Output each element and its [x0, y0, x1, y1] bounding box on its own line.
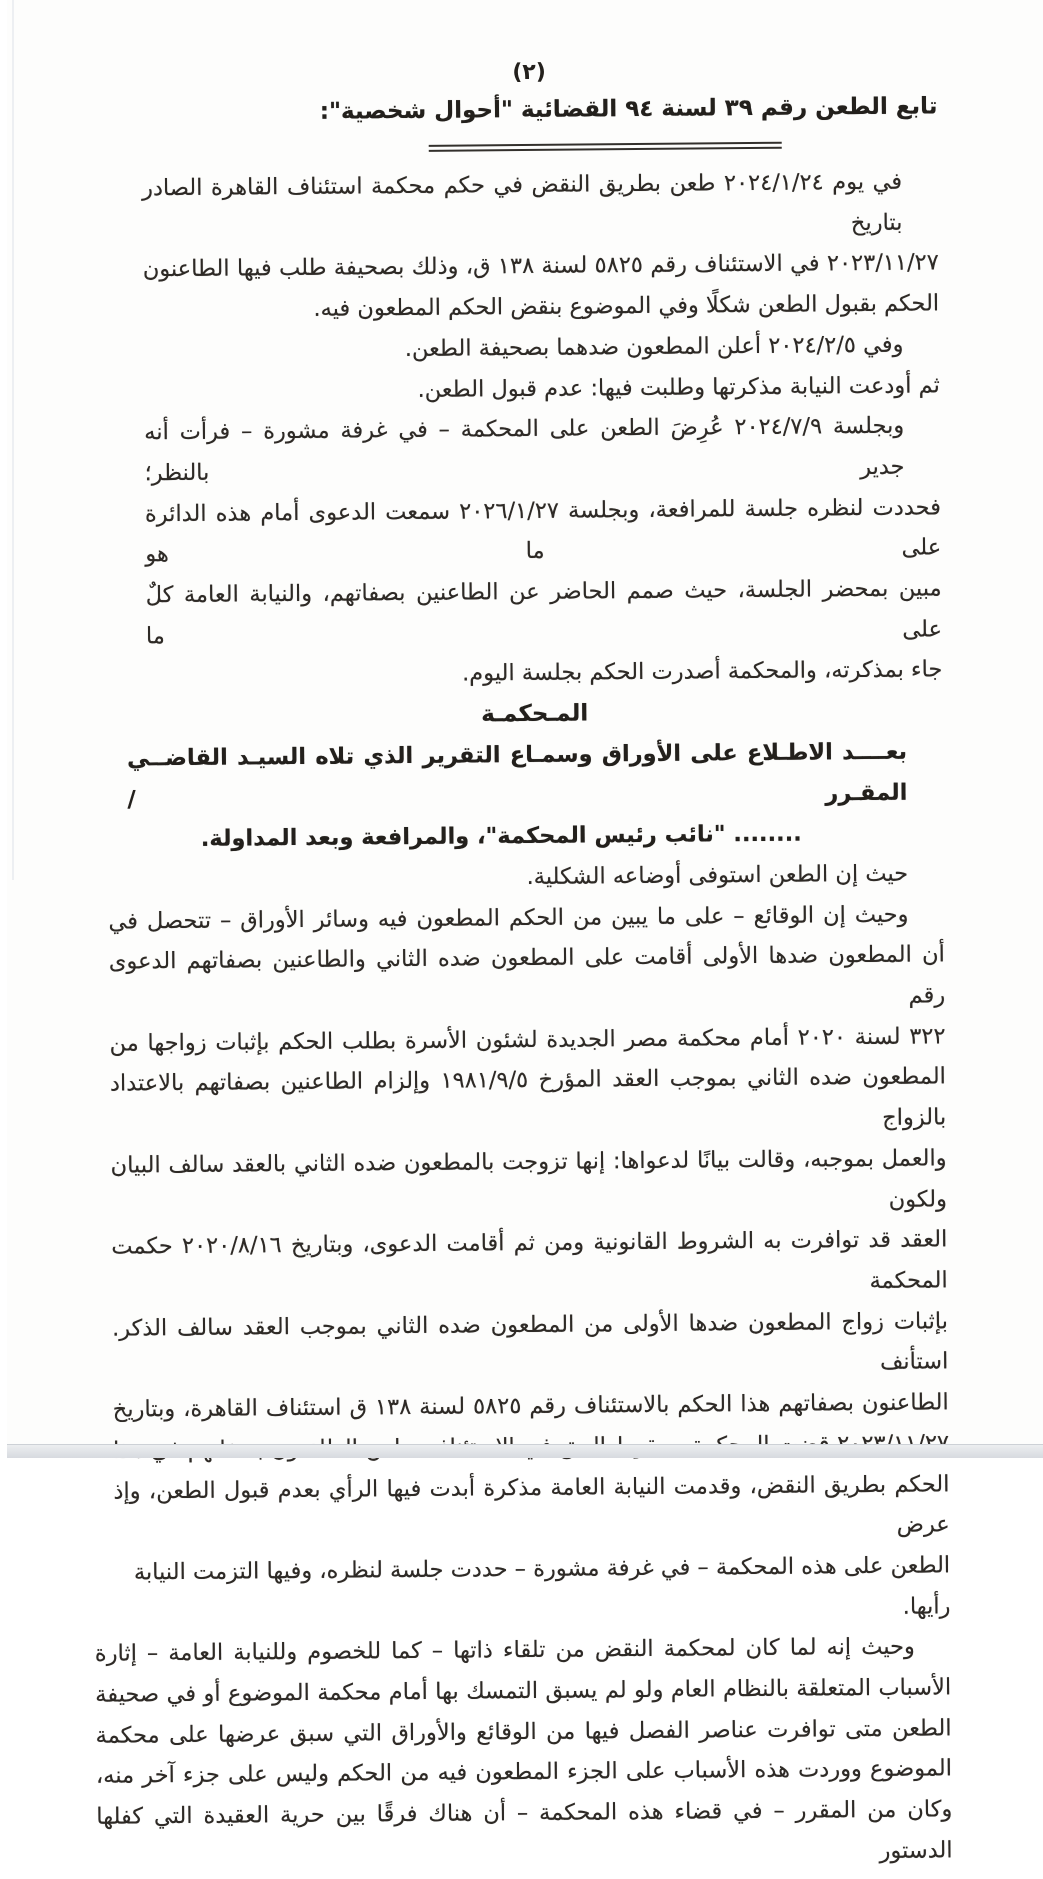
text-line: ٣٢٢ لسنة ٢٠٢٠ أمام محكمة مصر الجديدة لشئون الأسرة بطلب الحكم بإثبات زواجها من — [109, 1023, 946, 1057]
text-line: وحيث إنه لما كان لمحكمة النقض من تلقاء ذاتها – كما للخصوم وللنيابة العامة – إثارة — [94, 1633, 915, 1668]
text-line: حيث إن الطعن استوفى أوضاعه الشكلية. — [526, 860, 909, 890]
court-opening-block — [7, 690, 945, 902]
text-line: فحددت لنظره جلسة للمرافعة، وبجلسة ٢٠٢٦/١/٢٧ سمعت الدعوى أمام هذه الدائرة على ما هو — [144, 493, 942, 568]
text-line: ٢٠٢٣/١١/٢٧ في الاستئناف رقم ٥٨٢٥ لسنة ١٣٨ ق، وذلك بصحيفة طلب فيها الطاعنون — [142, 249, 939, 283]
text-line: الحكم بطريق النقض، وقدمت النيابة العامة مذكرة أبدت فيها الرأي بعدم قبول الطعن، وإذ عرض — [113, 1470, 950, 1538]
text-line: وبجلسة ٢٠٢٤/٧/٩ عُرِضَ الطعن على المحكمة – في غرفة مشورة – فرأت أنه جدير بالنظر؛ — [144, 412, 905, 487]
text-line: بعــــد الاطـلاع على الأوراق وسمـاع التقرير الذي تلاه السيـد القاضــي المقـرر / — [126, 738, 908, 813]
page-number: (٢) — [512, 59, 546, 86]
text-line: ثم أودعت النيابة مذكرتها وطلبت فيها: عدم قبول الطعن. — [417, 371, 940, 403]
text-line: العقد قد توافرت به الشروط القانونية ومن ثم أقامت الدعوى، وبتاريخ ٢٠٢٠/٨/١٦ حكمت المحكمة — [111, 1226, 948, 1294]
document-page — [7, 0, 1043, 1864]
text-line: الطعن على هذه المحكمة – في غرفة مشورة – حددت جلسة لنظره، وفيها التزمت النيابة رأيها. — [133, 1552, 951, 1620]
text-line: المطعون ضده الثاني بموجب العقد المؤرخ ١٩٨١/٩/٥ وإلزام الطاعنين بصفاتهم بالاعتداد بالزواج — [109, 1063, 947, 1132]
case-facts-block — [8, 894, 950, 1635]
text-line: الطاعنون بصفاتهم هذا الحكم بالاستئناف رقم ٥٨٢٥ لسنة ١٣٨ ق استئناف القاهرة، وبتاريخ — [112, 1389, 949, 1423]
page-header — [0, 0, 1037, 156]
text-line: الطعن متى توافرت عناصر الفصل فيها من الوقائع والأوراق التي سبق عرضها على محكمة — [95, 1715, 952, 1749]
text-line: الأسباب المتعلقة بالنظام العام ولو لم يسبق التمسك بها أمام محكمة الموضوع أو في صحيفة — [95, 1674, 952, 1708]
text-line: الموضوع ووردت هذه الأسباب على الجزء المطعون فيه من الحكم وليس على جزء آخر منه، — [95, 1755, 953, 1790]
text-line: في يوم ٢٠٢٤/١/٢٤ طعن بطريق النقض في حكم محكمة استئناف القاهرة الصادر بتاريخ — [141, 168, 903, 236]
judge-name-redacted-line: ........ "نائب رئيس المحكمة"، والمرافعة وبعد المداولة. — [200, 820, 802, 853]
text-line: جاء بمذكرته، والمحكمة أصدرت الحكم بجلسة اليوم. — [461, 656, 943, 687]
legal-reasoning-block — [15, 1627, 953, 1879]
text-line: الحكم بقبول الطعن شكلًا وفي الموضوع بنقض الحكم المطعون فيه. — [313, 290, 940, 322]
text-line: وحيث إن الوقائع – على ما يبين من الحكم المطعون فيه وسائر الأوراق – تتحصل في — [108, 901, 909, 935]
case-reference-title: تابع الطعن رقم ٣٩ لسنة ٩٤ القضائية "أحوال شخصية": — [319, 93, 938, 125]
photo-bottom-edge — [7, 1444, 1043, 1458]
header-divider — [429, 142, 782, 152]
text-line: مبين بمحضر الجلسة، حيث صمم الحاضر عن الطاعنين بصفاتهم، والنيابة العامة كلٌ على ما — [145, 575, 943, 650]
court-heading: المـحكمـة — [481, 700, 589, 728]
facts-intro-block — [2, 161, 943, 698]
text-line: وكان من المقرر – في قضاء هذه المحكمة – أن هناك فرقًا بين حرية العقيدة التي كفلها الدستور — [96, 1796, 953, 1864]
judgment-body — [2, 161, 1043, 1879]
text-line: أن المطعون ضدها الأولى أقامت على المطعون ضده الثاني والطاعنين بصفاتهم الدعوى رقم — [108, 941, 946, 1009]
text-line: والعمل بموجبه، وقالت بيانًا لدعواها: إنها تزوجت بالمطعون ضده الثاني بالعقد سالف البيان ولكون — [110, 1145, 948, 1213]
text-line: بإثبات زواج المطعون ضدها الأولى من المطعون ضده الثاني بموجب العقد سالف الذكر. استأنف — [111, 1308, 949, 1376]
text-line: وفي ٢٠٢٤/٢/٥ أعلن المطعون ضدهما بصحيفة الطعن. — [404, 331, 904, 362]
